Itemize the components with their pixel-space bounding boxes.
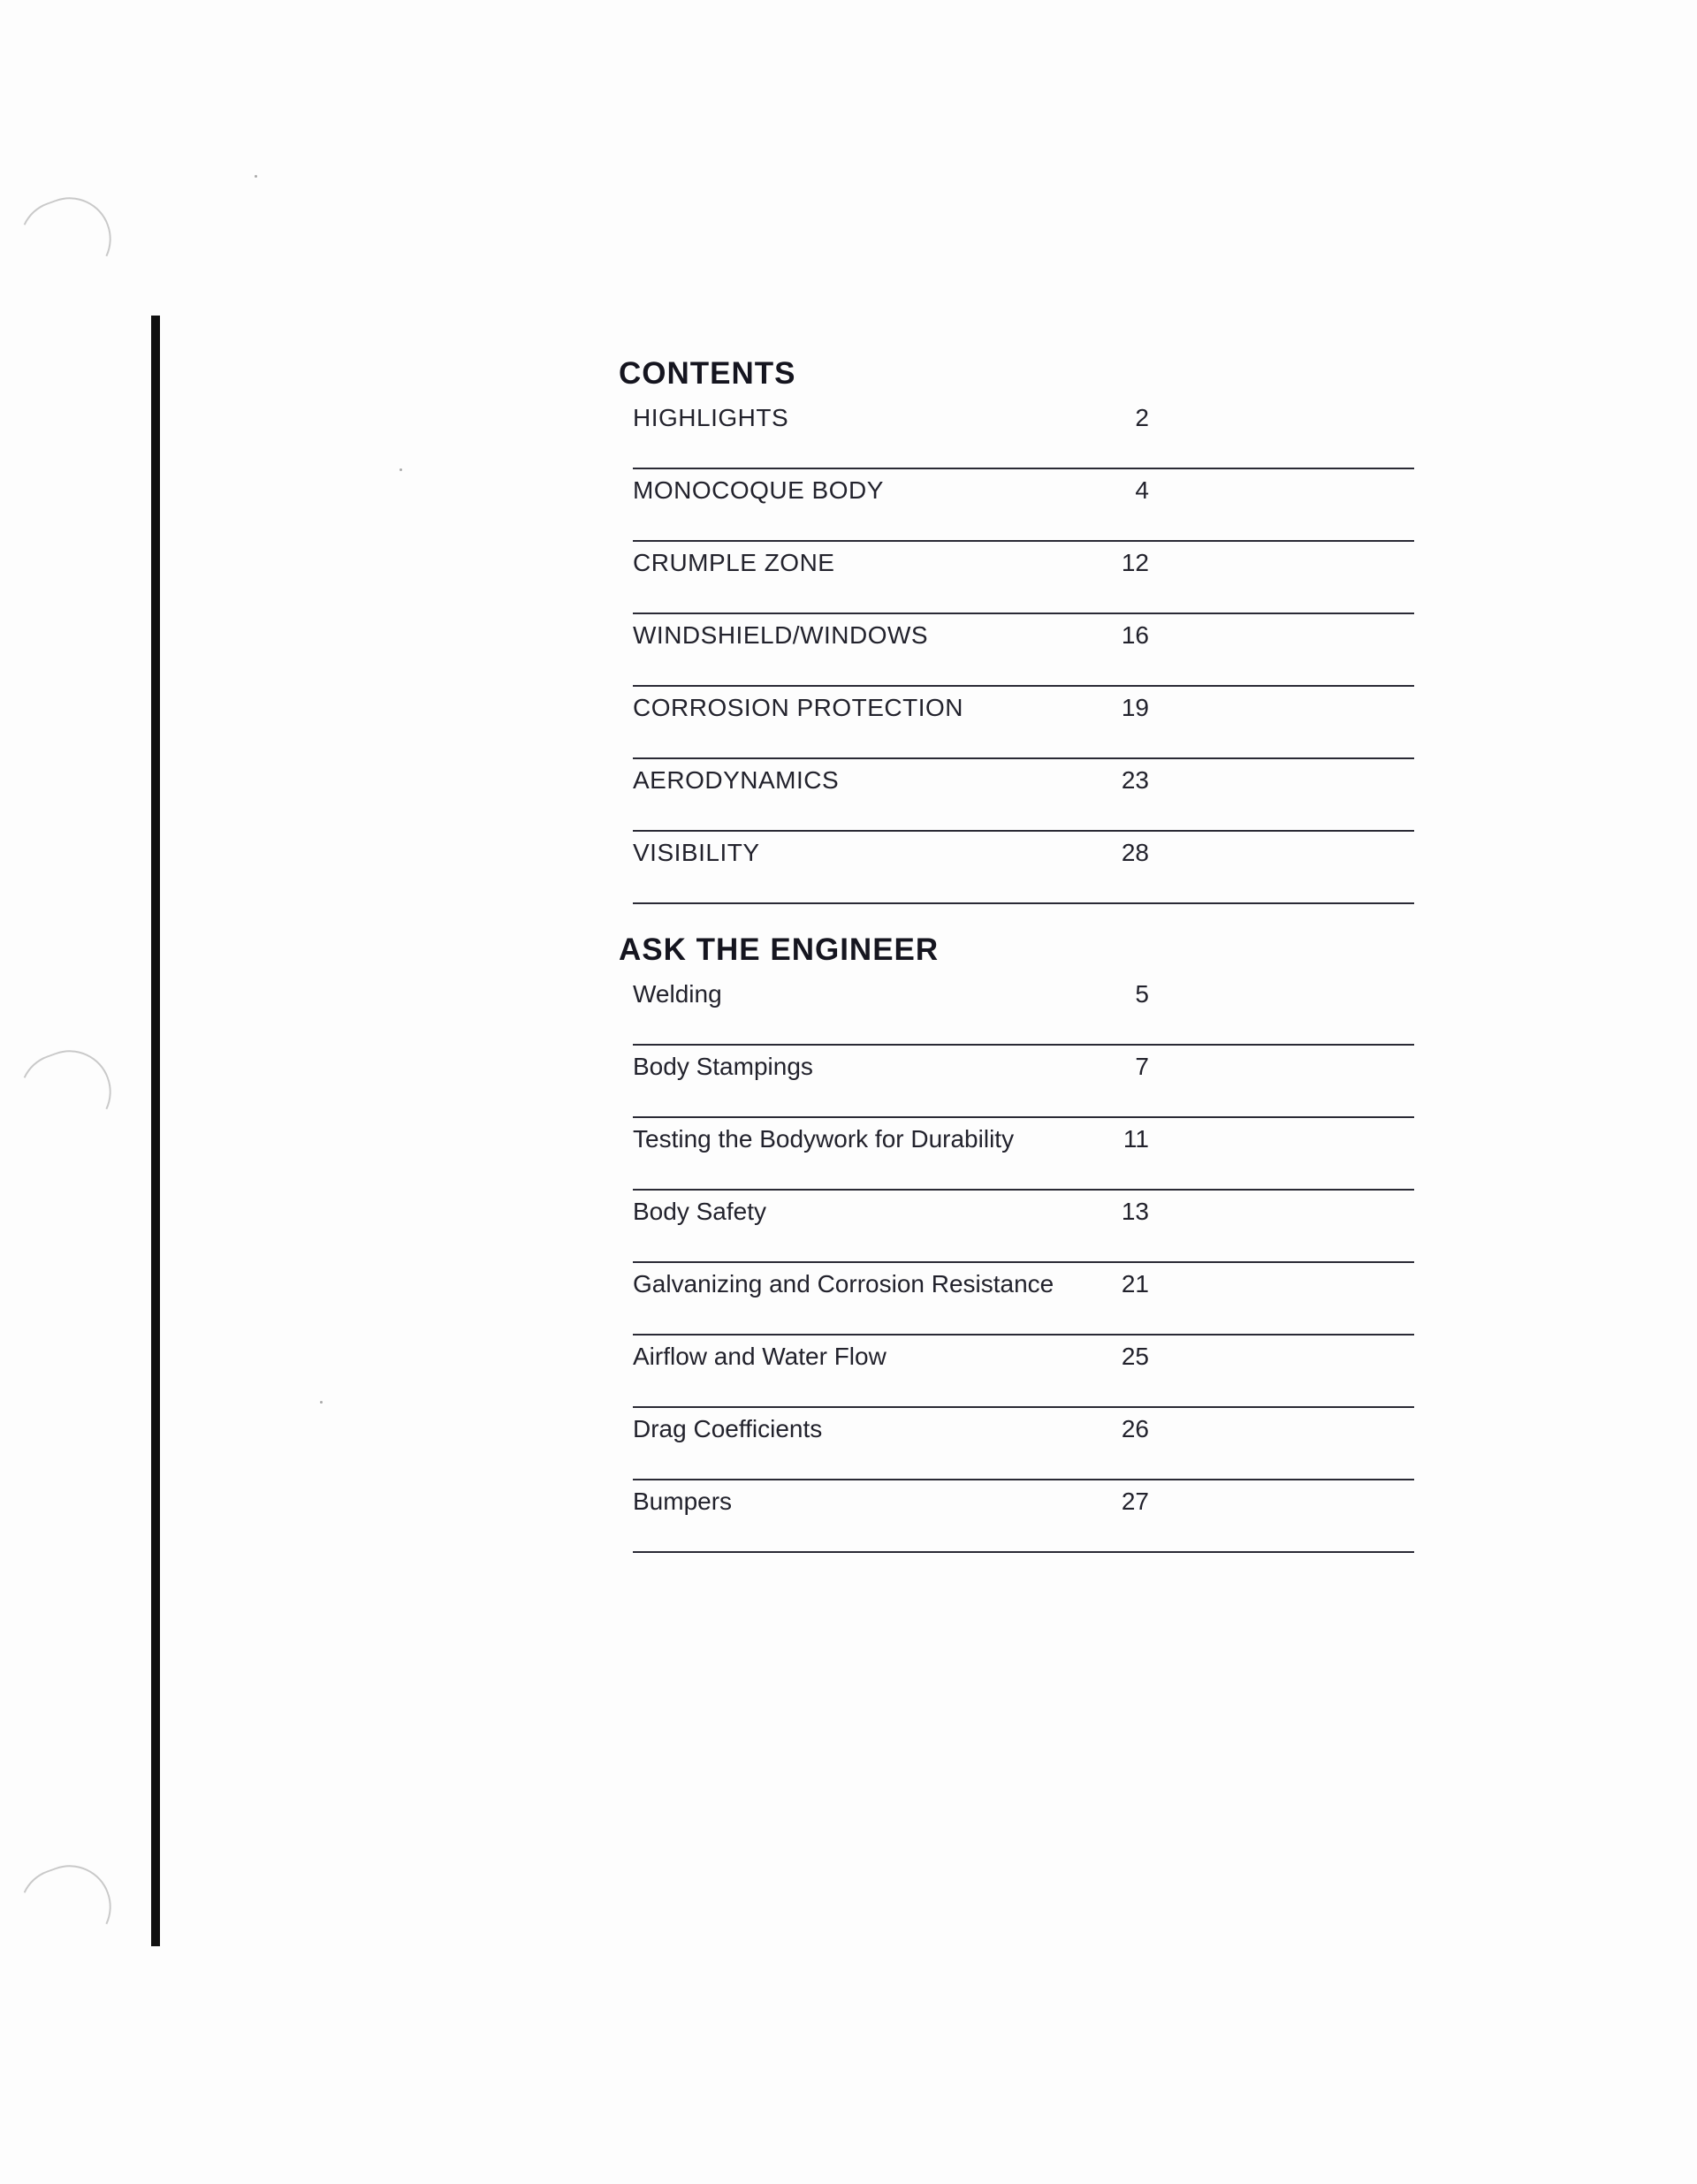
toc-entry xyxy=(633,1047,1414,1118)
toc-entry-page-number: 13 xyxy=(1121,1198,1149,1225)
toc-entry-page-number: 4 xyxy=(1135,476,1149,504)
toc-entry-title: Welding xyxy=(633,980,722,1008)
toc-entry-page-number: 7 xyxy=(1135,1053,1149,1080)
scan-speck xyxy=(400,468,402,471)
toc-entry-page-number: 21 xyxy=(1121,1270,1149,1297)
toc-entry xyxy=(633,1482,1414,1553)
toc-entry-page-number: 26 xyxy=(1121,1415,1149,1442)
toc-entry-page-number: 23 xyxy=(1121,766,1149,794)
toc-entry xyxy=(633,1410,1414,1480)
toc-entry xyxy=(633,399,1414,469)
toc-entry-title: Bumpers xyxy=(633,1488,733,1515)
toc-entry xyxy=(633,761,1414,832)
toc-entry-page-number: 12 xyxy=(1121,549,1149,576)
toc-entry-title: Drag Coefficients xyxy=(633,1415,823,1442)
toc-entry-page-number: 11 xyxy=(1122,1125,1149,1153)
contents-list xyxy=(619,399,1414,904)
toc-entry xyxy=(633,1120,1414,1191)
punch-hole xyxy=(8,1039,123,1148)
toc-entry-page-number: 25 xyxy=(1121,1343,1149,1370)
toc-entry xyxy=(633,616,1414,687)
toc-entry-page-number: 28 xyxy=(1121,839,1149,866)
ask-the-engineer-list xyxy=(619,975,1414,1553)
toc-entry xyxy=(633,689,1414,759)
toc-entry-title: WINDSHIELD/WINDOWS xyxy=(633,621,929,649)
toc-entry-page-number: 16 xyxy=(1121,621,1149,649)
toc-entry-title: Body Safety xyxy=(633,1198,766,1225)
toc-entry-title: HIGHLIGHTS xyxy=(633,404,789,431)
toc-entry xyxy=(633,471,1414,542)
toc-entry-title: CORROSION PROTECTION xyxy=(633,694,964,721)
binding-bar xyxy=(151,316,160,1946)
punch-hole xyxy=(8,186,123,295)
table-of-contents xyxy=(619,349,1414,1555)
contents-heading: CONTENTS xyxy=(619,356,796,391)
toc-entry-title: CRUMPLE ZONE xyxy=(633,549,835,576)
toc-entry-page-number: 2 xyxy=(1135,404,1149,431)
scan-speck xyxy=(255,175,257,178)
toc-entry xyxy=(633,1265,1414,1336)
toc-entry xyxy=(633,544,1414,614)
toc-entry-title: MONOCOQUE BODY xyxy=(633,476,884,504)
toc-entry-title: Testing the Bodywork for Durability xyxy=(633,1125,1015,1153)
toc-entry-title: Airflow and Water Flow xyxy=(633,1343,887,1370)
toc-entry-title: AERODYNAMICS xyxy=(633,766,840,794)
toc-entry-title: Body Stampings xyxy=(633,1053,813,1080)
ask-the-engineer-heading: ASK THE ENGINEER xyxy=(619,932,940,967)
toc-entry-page-number: 19 xyxy=(1121,694,1149,721)
toc-entry-page-number: 27 xyxy=(1121,1488,1149,1515)
toc-entry xyxy=(633,833,1414,904)
toc-entry xyxy=(633,975,1414,1046)
scan-speck xyxy=(320,1401,323,1404)
toc-entry xyxy=(633,1337,1414,1408)
toc-entry xyxy=(633,1192,1414,1263)
toc-entry-title: VISIBILITY xyxy=(633,839,760,866)
punch-hole xyxy=(8,1853,123,1963)
toc-entry-title: Galvanizing and Corrosion Resistance xyxy=(633,1270,1054,1297)
toc-entry-page-number: 5 xyxy=(1135,980,1149,1008)
